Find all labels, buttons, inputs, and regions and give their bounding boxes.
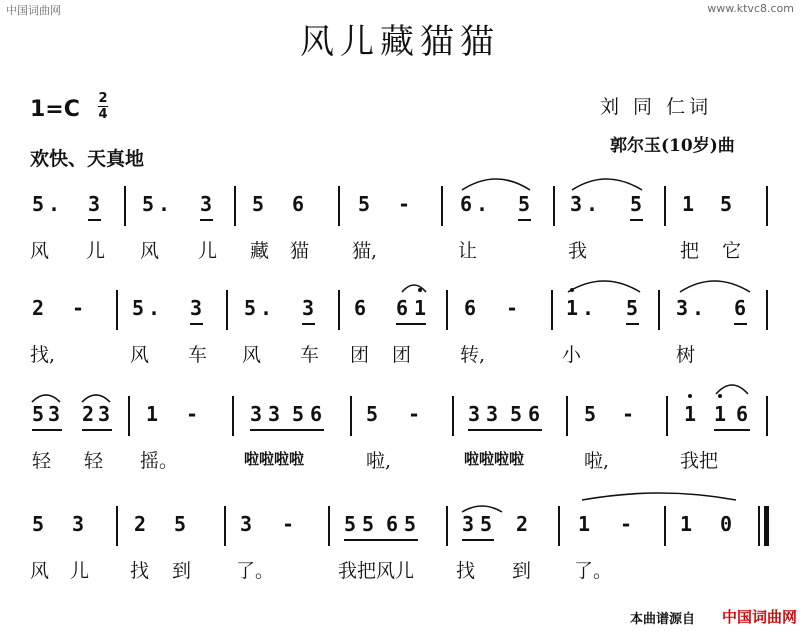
lyric: 我把 xyxy=(680,450,719,472)
note-dot: . xyxy=(148,296,161,320)
note: 5 xyxy=(142,192,155,216)
note-dot: . xyxy=(586,192,599,216)
note: 5 xyxy=(344,512,357,536)
note: 1 xyxy=(714,402,727,426)
footer-source: 本曲谱源自 xyxy=(630,612,696,627)
note: 5 xyxy=(518,192,531,216)
note-dot: . xyxy=(692,296,705,320)
note: 1 xyxy=(682,192,695,216)
lyric: 啦啦啦啦 xyxy=(244,450,305,468)
note: 3 xyxy=(462,512,475,536)
note: 5 xyxy=(362,512,375,536)
lyric: 找 xyxy=(130,560,150,582)
note: 6 xyxy=(396,296,409,320)
lyric: 了。 xyxy=(236,560,275,582)
watermark-left: 中国词曲网 xyxy=(6,4,61,17)
lyric: 风 xyxy=(242,344,262,366)
lyric: 了。 xyxy=(574,560,613,582)
note: 5 xyxy=(366,402,379,426)
lyric: 我 xyxy=(568,240,588,262)
note: 2 xyxy=(82,402,95,426)
note: 1 xyxy=(684,402,697,426)
footer-site-link[interactable]: 中国词曲网 xyxy=(722,608,798,626)
lyric: 到 xyxy=(172,560,192,582)
tempo-marking: 欢快、天真地 xyxy=(30,148,145,170)
note: 1 xyxy=(414,296,427,320)
lyric: 猫, xyxy=(352,240,378,262)
note: 3 xyxy=(98,402,111,426)
lyric: 风 xyxy=(30,560,50,582)
note: 3 xyxy=(48,402,61,426)
lyric: 树 xyxy=(676,344,696,366)
note: 6 xyxy=(736,402,749,426)
time-top: 2 xyxy=(98,91,108,106)
note: 1 xyxy=(578,512,591,536)
time-bottom: 4 xyxy=(98,107,108,122)
note: 1 xyxy=(566,296,579,320)
key-signature: 1=C xyxy=(30,97,80,122)
lyric: 找, xyxy=(30,344,56,366)
note: 3 xyxy=(88,192,101,216)
note-dash: - xyxy=(72,296,85,320)
note-dash: - xyxy=(408,402,421,426)
note: 3 xyxy=(240,512,253,536)
note: 3 xyxy=(250,402,263,426)
lyric: 风 xyxy=(140,240,160,262)
note-dash: - xyxy=(506,296,519,320)
note: 5 xyxy=(358,192,371,216)
note: 5 xyxy=(630,192,643,216)
note-dot: . xyxy=(158,192,171,216)
lyric: 儿 xyxy=(198,240,218,262)
note: 3 xyxy=(302,296,315,320)
note: 6 xyxy=(386,512,399,536)
note: 5 xyxy=(720,192,733,216)
lyric: 啦啦啦啦 xyxy=(464,450,525,468)
composer-credit: 郭尔玉(10岁)曲 xyxy=(610,136,735,156)
note: 2 xyxy=(134,512,147,536)
time-signature xyxy=(98,92,108,121)
lyric: 藏 xyxy=(250,240,270,262)
note: 3 xyxy=(268,402,281,426)
lyric: 猫 xyxy=(290,240,310,262)
note: 6 xyxy=(354,296,367,320)
note-dash: - xyxy=(620,512,633,536)
note-dot: . xyxy=(260,296,273,320)
lyric: 摇。 xyxy=(140,450,179,472)
lyric: 车 xyxy=(300,344,320,366)
note: 3 xyxy=(468,402,481,426)
lyric: 小 xyxy=(562,344,582,366)
note: 5 xyxy=(252,192,265,216)
lyric: 风 xyxy=(130,344,150,366)
lyric: 团 xyxy=(392,344,412,366)
note: 5 xyxy=(510,402,523,426)
lyric: 轻 xyxy=(32,450,52,472)
note: 6 xyxy=(310,402,323,426)
lyric: 团 xyxy=(350,344,370,366)
note-dash: - xyxy=(398,192,411,216)
note: 3 xyxy=(72,512,85,536)
note-dash: - xyxy=(622,402,635,426)
note: 1 xyxy=(680,512,693,536)
note: 6 xyxy=(464,296,477,320)
note: 5 xyxy=(480,512,493,536)
lyric: 我把风儿 xyxy=(338,560,415,582)
lyric: 儿 xyxy=(86,240,106,262)
lyric: 儿 xyxy=(70,560,90,582)
song-title: 风儿藏猫猫 xyxy=(300,22,500,62)
note: 6 xyxy=(734,296,747,320)
note-dash: - xyxy=(186,402,199,426)
note: 2 xyxy=(32,296,45,320)
lyricist-credit: 刘 同 仁词 xyxy=(600,96,713,118)
lyric: 到 xyxy=(512,560,532,582)
note: 5 xyxy=(404,512,417,536)
note: 3 xyxy=(486,402,499,426)
note: 0 xyxy=(720,512,733,536)
lyric: 把 xyxy=(680,240,700,262)
note: 5 xyxy=(32,512,45,536)
note-dot: . xyxy=(476,192,489,216)
note-dash: - xyxy=(282,512,295,536)
lyric: 风 xyxy=(30,240,50,262)
note: 5 xyxy=(626,296,639,320)
note: 6 xyxy=(528,402,541,426)
lyric: 车 xyxy=(188,344,208,366)
lyric: 找 xyxy=(456,560,476,582)
lyric: 让 xyxy=(458,240,478,262)
lyric: 啦, xyxy=(366,450,392,472)
note: 5 xyxy=(132,296,145,320)
note: 6 xyxy=(460,192,473,216)
note-dot: . xyxy=(48,192,61,216)
lyric: 转, xyxy=(460,344,486,366)
note: 1 xyxy=(146,402,159,426)
note: 3 xyxy=(676,296,689,320)
lyric: 它 xyxy=(722,240,742,262)
note: 5 xyxy=(584,402,597,426)
note: 3 xyxy=(200,192,213,216)
note: 5 xyxy=(244,296,257,320)
note: 5 xyxy=(292,402,305,426)
note: 3 xyxy=(190,296,203,320)
watermark-right: www.ktvc8.com xyxy=(707,2,794,15)
note: 5 xyxy=(174,512,187,536)
note-dot: . xyxy=(582,296,595,320)
note: 5 xyxy=(32,402,45,426)
note: 3 xyxy=(570,192,583,216)
note: 2 xyxy=(516,512,529,536)
note: 6 xyxy=(292,192,305,216)
lyric: 啦, xyxy=(584,450,610,472)
lyric: 轻 xyxy=(84,450,104,472)
note: 5 xyxy=(32,192,45,216)
